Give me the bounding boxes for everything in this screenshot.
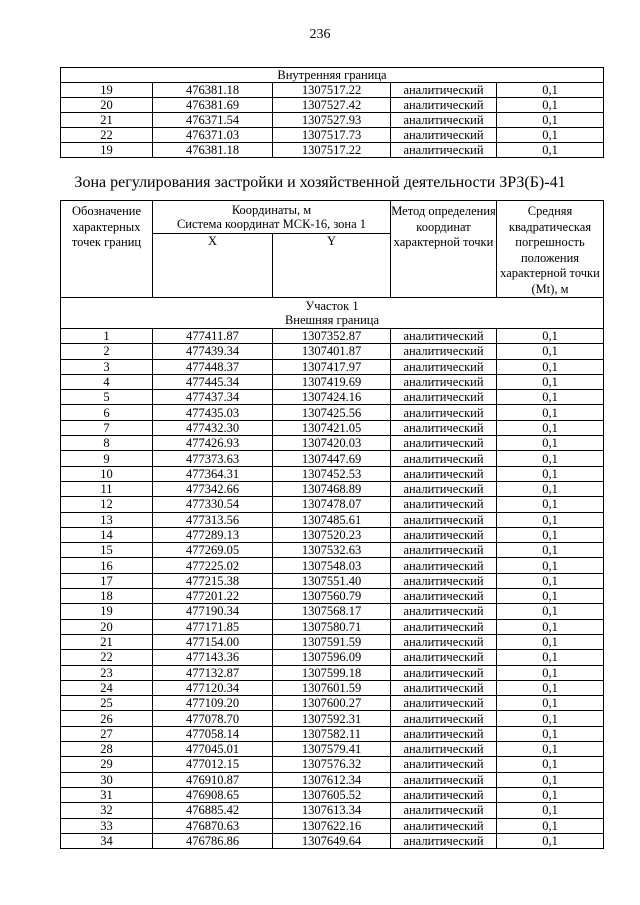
point-id: 1 <box>61 329 153 344</box>
accuracy: 0,1 <box>497 497 604 512</box>
coord-y: 1307605.52 <box>273 787 391 802</box>
coord-y: 1307527.93 <box>273 113 391 128</box>
accuracy: 0,1 <box>497 512 604 527</box>
point-id: 8 <box>61 436 153 451</box>
coord-x: 477225.02 <box>153 558 273 573</box>
point-id: 3 <box>61 359 153 374</box>
table-row <box>61 128 604 143</box>
method: аналитический <box>391 344 497 359</box>
coord-x: 476908.65 <box>153 787 273 802</box>
coord-x: 477330.54 <box>153 497 273 512</box>
header-accuracy: Средняя квадратическая погрешность положения характерной точки (Mt), м <box>497 201 604 298</box>
method: аналитический <box>391 390 497 405</box>
point-id: 28 <box>61 742 153 757</box>
coord-x: 477190.34 <box>153 604 273 619</box>
point-id: 34 <box>61 833 153 848</box>
point-id: 33 <box>61 818 153 833</box>
point-id: 12 <box>61 497 153 512</box>
accuracy: 0,1 <box>497 772 604 787</box>
accuracy: 0,1 <box>497 98 604 113</box>
coord-x: 477058.14 <box>153 726 273 741</box>
method: аналитический <box>391 696 497 711</box>
accuracy: 0,1 <box>497 833 604 848</box>
table-row <box>61 589 604 604</box>
method: аналитический <box>391 512 497 527</box>
table-row <box>61 497 604 512</box>
accuracy: 0,1 <box>497 329 604 344</box>
table-row <box>61 803 604 818</box>
method: аналитический <box>391 573 497 588</box>
table-row <box>61 481 604 496</box>
accuracy: 0,1 <box>497 359 604 374</box>
header-method: Метод определения координат характерной точки <box>391 201 497 298</box>
table-row <box>61 573 604 588</box>
point-id: 14 <box>61 527 153 542</box>
table-row <box>61 420 604 435</box>
point-id: 29 <box>61 757 153 772</box>
point-id: 22 <box>61 128 153 143</box>
coord-x: 477154.00 <box>153 634 273 649</box>
page-number: 236 <box>309 27 331 42</box>
inner-boundary-title: Внутренняя граница <box>61 68 604 83</box>
accuracy: 0,1 <box>497 726 604 741</box>
coord-y: 1307478.07 <box>273 497 391 512</box>
accuracy: 0,1 <box>497 128 604 143</box>
method: аналитический <box>391 451 497 466</box>
point-id: 16 <box>61 558 153 573</box>
accuracy: 0,1 <box>497 143 604 158</box>
coord-y: 1307612.34 <box>273 772 391 787</box>
accuracy: 0,1 <box>497 757 604 772</box>
point-id: 24 <box>61 680 153 695</box>
coord-y: 1307527.42 <box>273 98 391 113</box>
coord-y: 1307424.16 <box>273 390 391 405</box>
table-row <box>61 83 604 98</box>
point-id: 11 <box>61 481 153 496</box>
coord-x: 477313.56 <box>153 512 273 527</box>
coord-y: 1307517.22 <box>273 83 391 98</box>
coord-y: 1307582.11 <box>273 726 391 741</box>
method: аналитический <box>391 481 497 496</box>
method: аналитический <box>391 711 497 726</box>
point-id: 4 <box>61 374 153 389</box>
method: аналитический <box>391 558 497 573</box>
point-id: 21 <box>61 634 153 649</box>
point-id: 18 <box>61 589 153 604</box>
accuracy: 0,1 <box>497 374 604 389</box>
point-id: 22 <box>61 650 153 665</box>
coord-y: 1307517.22 <box>273 143 391 158</box>
accuracy: 0,1 <box>497 680 604 695</box>
accuracy: 0,1 <box>497 696 604 711</box>
coord-y: 1307447.69 <box>273 451 391 466</box>
point-id: 7 <box>61 420 153 435</box>
coord-y: 1307560.79 <box>273 589 391 604</box>
method: аналитический <box>391 634 497 649</box>
accuracy: 0,1 <box>497 604 604 619</box>
coord-x: 477171.85 <box>153 619 273 634</box>
coord-x: 477012.15 <box>153 757 273 772</box>
accuracy: 0,1 <box>497 634 604 649</box>
table-row <box>61 527 604 542</box>
coord-x: 476910.87 <box>153 772 273 787</box>
method: аналитический <box>391 83 497 98</box>
coord-y: 1307592.31 <box>273 711 391 726</box>
header-point-designation: Обозначение характерных точек границ <box>61 201 153 298</box>
coord-y: 1307520.23 <box>273 527 391 542</box>
coord-x: 477078.70 <box>153 711 273 726</box>
accuracy: 0,1 <box>497 390 604 405</box>
method: аналитический <box>391 527 497 542</box>
table-row <box>61 558 604 573</box>
inner-boundary-table <box>60 67 604 158</box>
table-row <box>61 787 604 802</box>
coord-x: 476371.54 <box>153 113 273 128</box>
point-id: 23 <box>61 665 153 680</box>
header-x: X <box>153 233 273 297</box>
coord-y: 1307613.34 <box>273 803 391 818</box>
table-row <box>61 512 604 527</box>
method: аналитический <box>391 833 497 848</box>
coord-y: 1307421.05 <box>273 420 391 435</box>
header-coordinates: Координаты, м Система координат МСК-16, зона 1 <box>153 201 391 234</box>
section-subtitle: Внешняя граница <box>284 313 380 327</box>
coord-y: 1307425.56 <box>273 405 391 420</box>
table-row <box>61 757 604 772</box>
coord-x: 477201.22 <box>153 589 273 604</box>
coord-y: 1307548.03 <box>273 558 391 573</box>
method: аналитический <box>391 374 497 389</box>
accuracy: 0,1 <box>497 481 604 496</box>
zone-coordinates-table <box>60 200 604 849</box>
coord-y: 1307576.32 <box>273 757 391 772</box>
point-id: 17 <box>61 573 153 588</box>
coord-y: 1307485.61 <box>273 512 391 527</box>
point-id: 2 <box>61 344 153 359</box>
coord-y: 1307420.03 <box>273 436 391 451</box>
coord-y: 1307601.59 <box>273 680 391 695</box>
table-row <box>61 113 604 128</box>
accuracy: 0,1 <box>497 711 604 726</box>
table-row <box>61 604 604 619</box>
table-row <box>61 742 604 757</box>
point-id: 19 <box>61 83 153 98</box>
point-id: 27 <box>61 726 153 741</box>
accuracy: 0,1 <box>497 420 604 435</box>
table-row <box>61 374 604 389</box>
accuracy: 0,1 <box>497 803 604 818</box>
point-id: 13 <box>61 512 153 527</box>
coord-x: 476381.18 <box>153 143 273 158</box>
point-id: 9 <box>61 451 153 466</box>
table-row <box>61 466 604 481</box>
table-row <box>61 543 604 558</box>
method: аналитический <box>391 726 497 741</box>
coord-x: 477439.34 <box>153 344 273 359</box>
coord-x: 476381.69 <box>153 98 273 113</box>
accuracy: 0,1 <box>497 344 604 359</box>
method: аналитический <box>391 359 497 374</box>
table-row <box>61 436 604 451</box>
table-row <box>61 390 604 405</box>
table-row <box>61 98 604 113</box>
table-row <box>61 405 604 420</box>
method: аналитический <box>391 803 497 818</box>
point-id: 10 <box>61 466 153 481</box>
accuracy: 0,1 <box>497 558 604 573</box>
point-id: 20 <box>61 98 153 113</box>
accuracy: 0,1 <box>497 113 604 128</box>
accuracy: 0,1 <box>497 742 604 757</box>
accuracy: 0,1 <box>497 543 604 558</box>
point-id: 5 <box>61 390 153 405</box>
accuracy: 0,1 <box>497 527 604 542</box>
coord-x: 477109.20 <box>153 696 273 711</box>
table-row <box>61 726 604 741</box>
table-row <box>61 143 604 158</box>
point-id: 30 <box>61 772 153 787</box>
point-id: 19 <box>61 143 153 158</box>
table-row <box>61 833 604 848</box>
accuracy: 0,1 <box>497 436 604 451</box>
coord-x: 476786.86 <box>153 833 273 848</box>
point-id: 32 <box>61 803 153 818</box>
table-row <box>61 359 604 374</box>
table-row <box>61 650 604 665</box>
table-row <box>61 451 604 466</box>
coord-x: 476381.18 <box>153 83 273 98</box>
coord-x: 476870.63 <box>153 818 273 833</box>
table-row <box>61 665 604 680</box>
table-row <box>61 818 604 833</box>
point-id: 31 <box>61 787 153 802</box>
header-y: Y <box>273 233 391 297</box>
accuracy: 0,1 <box>497 818 604 833</box>
section-header <box>61 298 604 329</box>
coord-x: 477437.34 <box>153 390 273 405</box>
method: аналитический <box>391 143 497 158</box>
method: аналитический <box>391 772 497 787</box>
accuracy: 0,1 <box>497 466 604 481</box>
accuracy: 0,1 <box>497 665 604 680</box>
coord-x: 477143.36 <box>153 650 273 665</box>
table-row <box>61 619 604 634</box>
method: аналитический <box>391 742 497 757</box>
method: аналитический <box>391 128 497 143</box>
table-row <box>61 634 604 649</box>
point-id: 26 <box>61 711 153 726</box>
coord-x: 477432.30 <box>153 420 273 435</box>
method: аналитический <box>391 757 497 772</box>
method: аналитический <box>391 420 497 435</box>
coord-x: 477120.34 <box>153 680 273 695</box>
coord-y: 1307401.87 <box>273 344 391 359</box>
coord-x: 477132.87 <box>153 665 273 680</box>
method: аналитический <box>391 466 497 481</box>
method: аналитический <box>391 497 497 512</box>
point-id: 15 <box>61 543 153 558</box>
table-row <box>61 329 604 344</box>
method: аналитический <box>391 604 497 619</box>
method: аналитический <box>391 680 497 695</box>
table-row <box>61 696 604 711</box>
method: аналитический <box>391 818 497 833</box>
method: аналитический <box>391 329 497 344</box>
point-id: 25 <box>61 696 153 711</box>
zone-title: Зона регулирования застройки и хозяйственной деятельности ЗРЗ(Б)-41 <box>74 174 566 191</box>
method: аналитический <box>391 650 497 665</box>
method: аналитический <box>391 619 497 634</box>
coord-x: 477411.87 <box>153 329 273 344</box>
coord-y: 1307352.87 <box>273 329 391 344</box>
accuracy: 0,1 <box>497 619 604 634</box>
accuracy: 0,1 <box>497 451 604 466</box>
table-row <box>61 772 604 787</box>
coord-y: 1307596.09 <box>273 650 391 665</box>
coord-x: 477215.38 <box>153 573 273 588</box>
coord-y: 1307649.64 <box>273 833 391 848</box>
accuracy: 0,1 <box>497 405 604 420</box>
coord-x: 477448.37 <box>153 359 273 374</box>
method: аналитический <box>391 787 497 802</box>
point-id: 20 <box>61 619 153 634</box>
coord-y: 1307551.40 <box>273 573 391 588</box>
coord-x: 477289.13 <box>153 527 273 542</box>
coord-x: 477364.31 <box>153 466 273 481</box>
table-row <box>61 711 604 726</box>
coord-x: 477426.93 <box>153 436 273 451</box>
accuracy: 0,1 <box>497 650 604 665</box>
coord-x: 477342.66 <box>153 481 273 496</box>
coord-y: 1307568.17 <box>273 604 391 619</box>
accuracy: 0,1 <box>497 573 604 588</box>
method: аналитический <box>391 589 497 604</box>
section-title: Участок 1 <box>305 299 359 313</box>
coord-x: 477045.01 <box>153 742 273 757</box>
coord-x: 477373.63 <box>153 451 273 466</box>
accuracy: 0,1 <box>497 83 604 98</box>
coord-x: 476885.42 <box>153 803 273 818</box>
coord-y: 1307419.69 <box>273 374 391 389</box>
coord-y: 1307532.63 <box>273 543 391 558</box>
coord-y: 1307580.71 <box>273 619 391 634</box>
accuracy: 0,1 <box>497 787 604 802</box>
method: аналитический <box>391 436 497 451</box>
table-row <box>61 680 604 695</box>
method: аналитический <box>391 98 497 113</box>
coord-x: 476371.03 <box>153 128 273 143</box>
point-id: 6 <box>61 405 153 420</box>
coord-y: 1307600.27 <box>273 696 391 711</box>
point-id: 21 <box>61 113 153 128</box>
coord-y: 1307417.97 <box>273 359 391 374</box>
coord-x: 477445.34 <box>153 374 273 389</box>
coord-x: 477269.05 <box>153 543 273 558</box>
accuracy: 0,1 <box>497 589 604 604</box>
coord-x: 477435.03 <box>153 405 273 420</box>
coord-y: 1307622.16 <box>273 818 391 833</box>
coord-y: 1307452.53 <box>273 466 391 481</box>
coord-y: 1307591.59 <box>273 634 391 649</box>
method: аналитический <box>391 113 497 128</box>
method: аналитический <box>391 543 497 558</box>
coord-y: 1307468.89 <box>273 481 391 496</box>
method: аналитический <box>391 405 497 420</box>
table-row <box>61 344 604 359</box>
coord-y: 1307517.73 <box>273 128 391 143</box>
coord-y: 1307579.41 <box>273 742 391 757</box>
method: аналитический <box>391 665 497 680</box>
point-id: 19 <box>61 604 153 619</box>
coord-y: 1307599.18 <box>273 665 391 680</box>
